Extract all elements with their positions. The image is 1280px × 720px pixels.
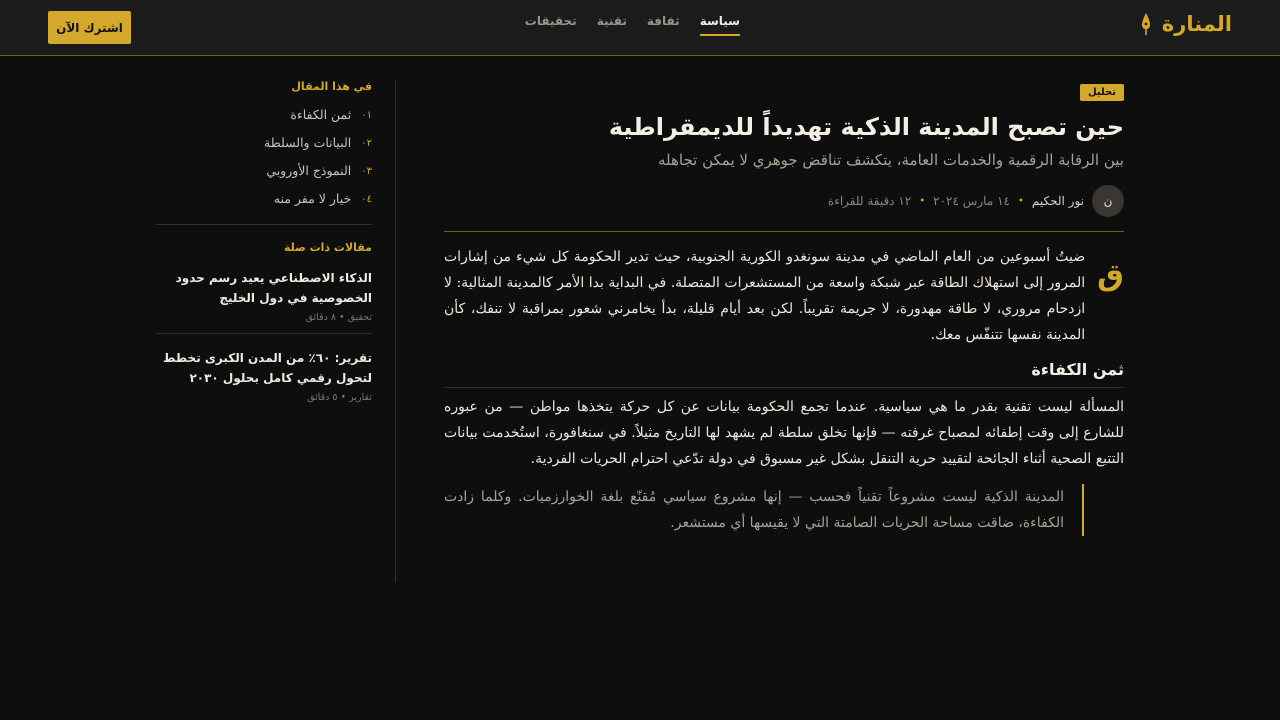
lead-paragraph xyxy=(444,244,1124,348)
section-heading: ثمن الكفاءة xyxy=(444,360,1124,388)
toc-number: ٠٤ xyxy=(361,194,372,205)
nav-item-investigations[interactable]: تحقيقات xyxy=(524,14,577,28)
toc-item[interactable] xyxy=(156,191,372,206)
pull-quote: المدينة الذكية ليست مشروعاً تقنياً فحسب — إنها مشروع سياسي مُقنّع بلغة الخوارزميات. وكلما زادت الكفاءة، ضاقت مساحة الحريات الصامتة التي لا يقيسها أي مستشعر. xyxy=(444,484,1084,536)
meta-separator: • xyxy=(1017,195,1024,207)
toc-label: البيانات والسلطة xyxy=(264,135,352,150)
column-divider xyxy=(395,80,396,582)
toc-number: ٠٢ xyxy=(361,138,372,149)
toc-heading: في هذا المقال xyxy=(291,80,372,93)
toc-label: ثمن الكفاءة xyxy=(290,107,352,122)
article-meta xyxy=(444,185,1124,217)
sidebar-divider xyxy=(156,224,372,225)
related-heading: مقالات ذات صلة xyxy=(283,241,372,254)
related-article[interactable] xyxy=(156,268,372,334)
nav-item-tech[interactable]: تقنية xyxy=(596,14,627,28)
toc-item[interactable] xyxy=(156,163,372,178)
toc-item[interactable] xyxy=(156,135,372,150)
toc-label: خيار لا مفر منه xyxy=(273,191,352,206)
meta-separator: • xyxy=(919,195,926,207)
read-time: ١٢ دقيقة للقراءة xyxy=(827,194,912,208)
article-divider xyxy=(444,231,1124,232)
nav-item-politics[interactable]: سياسة xyxy=(700,14,740,36)
author-name[interactable]: نور الحكيم xyxy=(1031,194,1084,208)
site-logo[interactable] xyxy=(1140,12,1232,36)
pen-nib-icon xyxy=(1140,12,1152,36)
lead-text: ضيتُ أسبوعين من العام الماضي في مدينة سونغدو الكورية الجنوبية، حيث تدير الحكومة كل شيء من إشارات المرور إلى استهلاك الطاقة عبر شبكة واسعة من المستشعرات المتصلة. في البداية بدا الأمر كالمدينة المثالية: لا ازدحام مروري، لا طاقة مهدورة، لا جريمة تقريباً. لكن بعد أيام قليلة، بدأ يخامرني شعور بمراقبة لا تنفك، كأن المدينة نفسها تتنفّس معك. xyxy=(444,249,1086,343)
related-meta: تحقيق • ٨ دقائق xyxy=(305,312,372,323)
related-meta: تقارير • ٥ دقائق xyxy=(307,392,372,403)
top-bar xyxy=(0,0,1280,56)
article-subtitle: بين الرقابة الرقمية والخدمات العامة، يتكشف تناقض جوهري لا يمكن تجاهله xyxy=(657,151,1124,169)
main-nav xyxy=(524,14,740,36)
avatar[interactable]: ن xyxy=(1092,185,1124,217)
related-title: الذكاء الاصطناعي يعيد رسم حدود الخصوصية في دول الخليج xyxy=(175,271,372,305)
drop-cap: ق xyxy=(1097,258,1124,293)
toc-number: ٠١ xyxy=(361,110,372,121)
article-title: حين تصبح المدينة الذكية تهديداً للديمقراطية xyxy=(608,113,1124,141)
category-badge[interactable]: تحليل xyxy=(1080,84,1124,101)
toc-number: ٠٣ xyxy=(361,166,372,177)
publish-date: ١٤ مارس ٢٠٢٤ xyxy=(933,194,1010,208)
body-paragraph: المسألة ليست تقنية بقدر ما هي سياسية. عندما تجمع الحكومة بيانات عن كل حركة يتخذها مواطن — من عبوره للشارع إلى وقت إطفائه لمصباح غرفته — فإنها تخلق سلطة لم يشهد لها التاريخ مثيلاً. في سنغافورة، استُخدمت بيانات التتبع الصحية أثناء الجائحة لتقييد حرية التنقل بشكل غير مسبوق في دولة تدّعي احترام الحريات الفردية. xyxy=(444,399,1124,467)
related-title: تقرير: ٦٠٪ من المدن الكبرى تخطط لتحول رقمي كامل بحلول ٢٠٣٠ xyxy=(163,351,372,385)
article xyxy=(444,80,1124,550)
nav-item-culture[interactable]: ثقافة xyxy=(646,14,680,28)
subscribe-button[interactable]: اشترك الآن xyxy=(48,11,131,44)
toc-label: النموذج الأوروبي xyxy=(266,163,352,178)
toc-item[interactable] xyxy=(156,107,372,122)
related-article[interactable] xyxy=(156,348,372,413)
site-name: المنارة xyxy=(1161,12,1232,36)
sidebar xyxy=(156,80,372,427)
